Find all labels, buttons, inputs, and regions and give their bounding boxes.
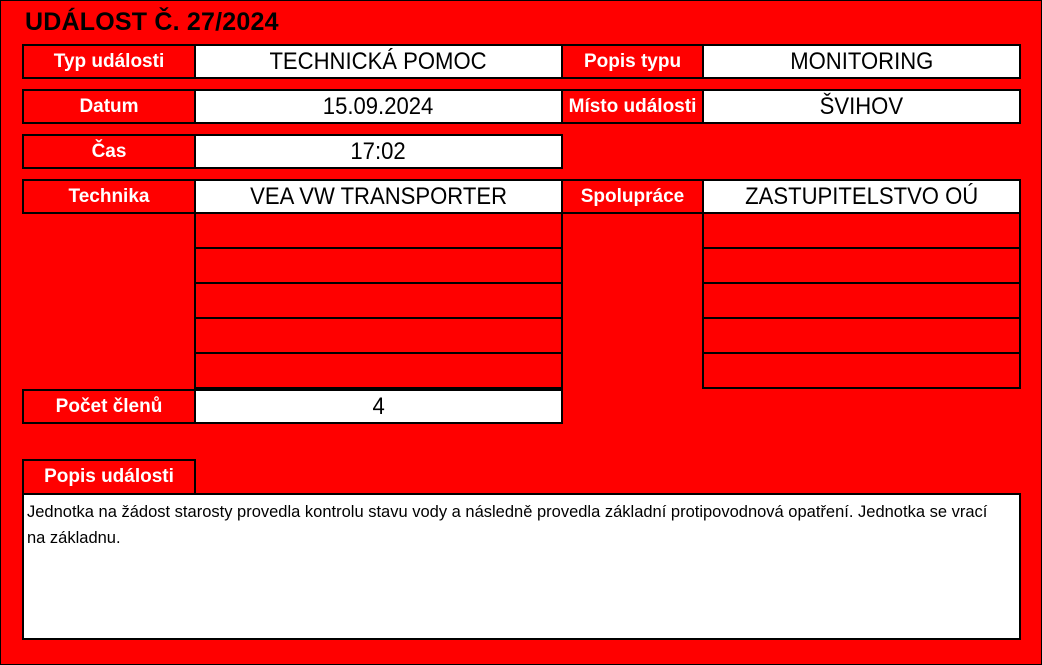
event-type-label: Typ události	[22, 44, 196, 79]
event-description-text: Jednotka na žádost starosty provedla kontrolu stavu vody a následně provedla základní protipovodnová opatření. Jednotka se vrací na základnu.	[22, 493, 1021, 640]
equipment-label: Technika	[22, 179, 196, 214]
time-label: Čas	[22, 134, 196, 169]
equipment-value-4	[194, 282, 563, 319]
location-label: Místo události	[561, 89, 704, 124]
cooperation-label: Spolupráce	[561, 179, 704, 214]
member-count-value: 4	[194, 389, 563, 424]
location-value: ŠVIHOV	[702, 89, 1021, 124]
equipment-value-5	[194, 317, 563, 354]
equipment-value-6	[194, 352, 563, 389]
cooperation-value-2	[702, 212, 1021, 249]
type-description-label: Popis typu	[561, 44, 704, 79]
cooperation-value-5	[702, 317, 1021, 354]
cooperation-value-6	[702, 352, 1021, 389]
event-type-value: TECHNICKÁ POMOC	[194, 44, 563, 79]
equipment-value-2	[194, 212, 563, 249]
time-value: 17:02	[194, 134, 563, 169]
cooperation-value-1: ZASTUPITELSTVO OÚ	[702, 179, 1021, 214]
date-value: 15.09.2024	[194, 89, 563, 124]
equipment-value-3	[194, 247, 563, 284]
cooperation-value-3	[702, 247, 1021, 284]
event-description-label: Popis události	[22, 459, 196, 495]
date-label: Datum	[22, 89, 196, 124]
type-description-value: MONITORING	[702, 44, 1021, 79]
cooperation-value-4	[702, 282, 1021, 319]
event-title: UDÁLOST Č. 27/2024	[25, 8, 279, 36]
equipment-value-1: VEA VW TRANSPORTER	[194, 179, 563, 214]
member-count-label: Počet členů	[22, 389, 196, 424]
